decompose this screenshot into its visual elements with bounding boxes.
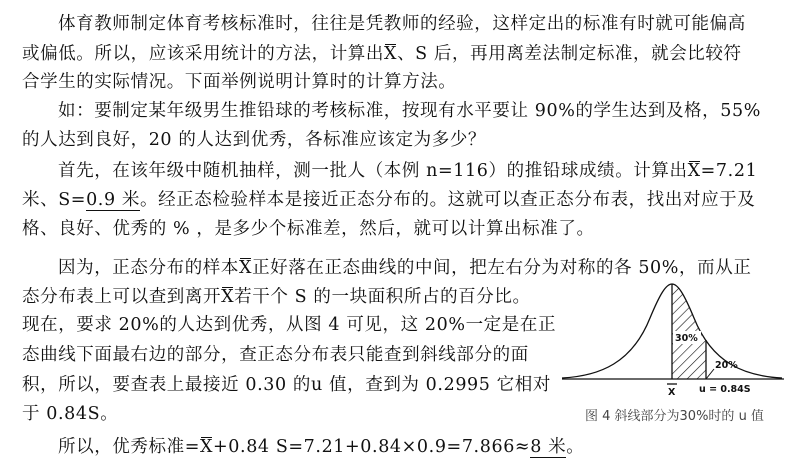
paragraph-1-line-1: 体育教师制定体育考核标准时，往往是凭教师的经验，这样定出的标准有时就可能偏高 — [58, 14, 746, 34]
x-bar-symbol: X — [221, 287, 235, 307]
text-span: 。经正态检验样本是接近正态分布的。这就可以查正态分布表，找出对应于及 — [139, 190, 756, 210]
underlined-value: 0.9 米 — [86, 190, 140, 210]
paragraph-4-line-6: 于 0.84S。 — [22, 404, 119, 424]
text-span: 所以，优秀标准= — [58, 437, 200, 457]
paragraph-2-line-1: 如：要制定某年级男生推铅球的考核标准，按现有水平要让 90%的学生达到及格，55% — [58, 101, 761, 121]
paragraph-5-line-1 — [58, 436, 584, 457]
x-bar-symbol: X — [384, 44, 398, 64]
paragraph-3-line-1 — [58, 160, 757, 181]
paragraph-3-line-3: 格、良好、优秀的 % ，是多少个标准差，然后，就可以计算出标准了。 — [22, 219, 595, 239]
text-span: 。 — [566, 437, 585, 457]
text-span: 首先，在该年级中随机抽样，测一批人（本例 n=116）的推铅球成绩。计算出 — [58, 161, 688, 181]
text-span: 、S 后，再用离差法制定标准，就会比较符 — [397, 44, 742, 64]
paragraph-4-line-4: 态曲线下面最右边的部分，查正态分布表只能查到斜线部分的面 — [22, 345, 529, 365]
x-bar-symbol: X — [687, 161, 701, 181]
text-span: 正好落在正态曲线的中间，把左右分为对称的各 50%，而从正 — [252, 258, 752, 278]
text-span: +0.84 S=7.21+0.84×0.9=7.866≈ — [213, 437, 531, 457]
x-bar-symbol: X — [239, 258, 253, 278]
pointer-line — [706, 369, 714, 379]
text-span: 或偏低。所以，应该采用统计的方法，计算出 — [22, 44, 384, 64]
paragraph-4-line-5: 积，所以，要查表上最接近 0.30 的u 值，查到为 0.2995 它相对 — [22, 375, 551, 395]
label-20-percent: 20% — [715, 360, 738, 371]
figure-caption: 图 4 斜线部分为30%时的 u 值 — [585, 409, 764, 424]
label-x-bar: X — [668, 387, 676, 398]
paragraph-2-line-2: 的人达到良好，20 的人达到优秀，各标准应该定为多少？ — [22, 130, 487, 150]
text-span: 若干个 S 的一块面积所占的百分比。 — [234, 287, 531, 307]
text-span: 态分布表上可以查到离开 — [22, 287, 222, 307]
label-30-percent: 30% — [675, 333, 698, 344]
label-u-value: u = 0.84S — [699, 384, 751, 395]
paragraph-1-line-2 — [22, 43, 742, 64]
hatched-area — [672, 268, 706, 380]
paragraph-4-line-2 — [22, 286, 531, 307]
underlined-value: 8 米 — [530, 437, 567, 457]
paragraph-3-line-2 — [22, 190, 755, 210]
x-bar-symbol: X — [199, 437, 214, 457]
text-span: 因为，正态分布的样本 — [58, 258, 239, 278]
text-span: 米、S= — [22, 190, 87, 210]
paragraph-4-line-3: 现在，要求 20%的人达到优秀，从图 4 可见，这 20%一定是在正 — [22, 315, 557, 335]
text-span: =7.21 — [700, 161, 758, 181]
paragraph-1-line-3: 合学生的实际情况。下面举例说明计算时的计算方法。 — [22, 72, 457, 92]
